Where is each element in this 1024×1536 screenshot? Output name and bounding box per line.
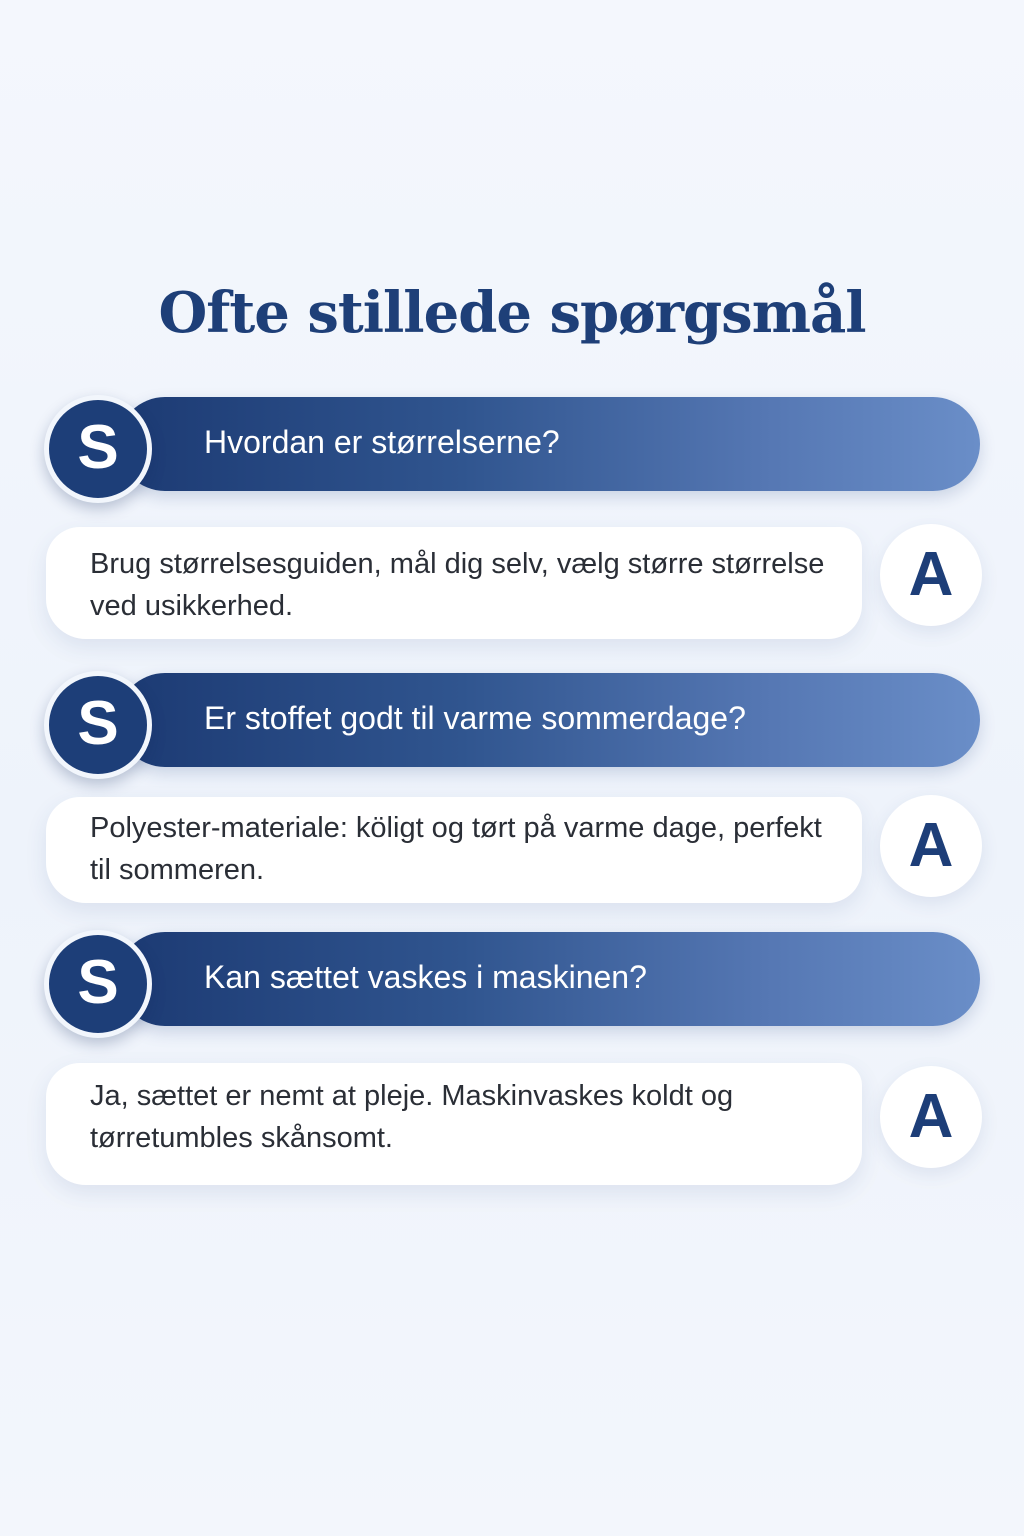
page-title: Ofte stillede spørgsmål	[158, 280, 866, 346]
question-badge-icon: S	[44, 671, 152, 779]
faq-item-washing	[0, 932, 1024, 1192]
question-bar[interactable]	[118, 932, 980, 1026]
answer-badge-icon: A	[880, 524, 982, 626]
faq-item-sizes	[0, 397, 1024, 647]
question-text: Kan sættet vaskes i maskinen?	[204, 959, 647, 995]
question-badge-icon: S	[44, 395, 152, 503]
answer-card	[46, 1063, 862, 1185]
answer-text: Polyester-materiale: köligt og tørt på varme dage, perfekt til sommeren.	[90, 812, 822, 886]
answer-text: Brug størrelsesguiden, mål dig selv, vælg større størrelse ved usikkerhed.	[90, 548, 825, 622]
question-bar[interactable]	[118, 673, 980, 767]
question-bar[interactable]	[118, 397, 980, 491]
answer-badge-icon: A	[880, 1066, 982, 1168]
answer-badge-icon: A	[880, 795, 982, 897]
answer-text: Ja, sættet er nemt at pleje. Maskinvaskes koldt og tørretumbles skånsomt.	[90, 1080, 734, 1154]
faq-item-fabric	[0, 673, 1024, 913]
question-text: Er stoffet godt til varme sommerdage?	[204, 700, 746, 736]
answer-card	[46, 797, 862, 903]
question-text: Hvordan er størrelserne?	[204, 424, 560, 460]
answer-card	[46, 527, 862, 639]
question-badge-icon: S	[44, 930, 152, 1038]
